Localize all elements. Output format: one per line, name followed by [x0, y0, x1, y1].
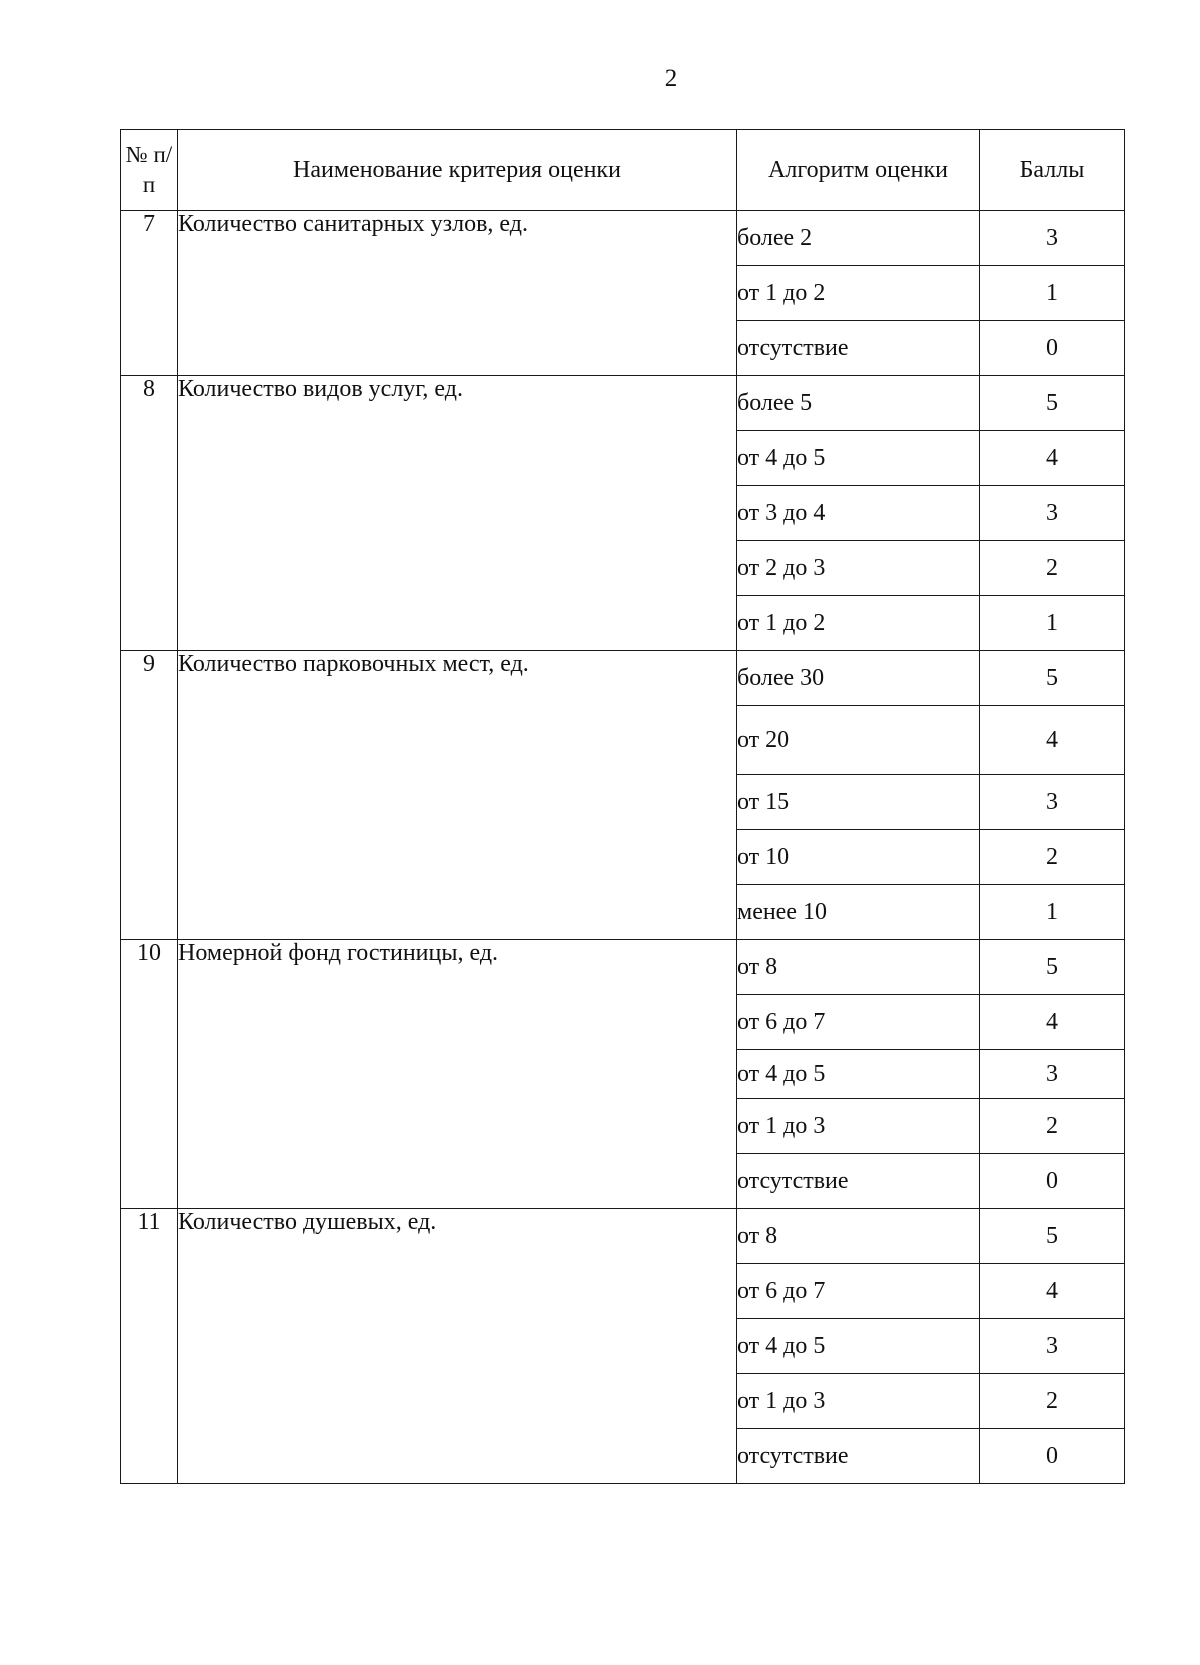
score-cell: 3 — [980, 1319, 1125, 1374]
score-cell: 2 — [980, 541, 1125, 596]
algorithm-cell: от 3 до 4 — [737, 486, 980, 541]
algorithm-cell: отсутствие — [737, 321, 980, 376]
criterion-name: Количество санитарных узлов, ед. — [178, 211, 737, 376]
score-cell: 2 — [980, 830, 1125, 885]
score-cell: 1 — [980, 885, 1125, 940]
criterion-name: Количество видов услуг, ед. — [178, 376, 737, 651]
score-cell: 1 — [980, 596, 1125, 651]
algorithm-cell: от 4 до 5 — [737, 1319, 980, 1374]
algorithm-cell: более 5 — [737, 376, 980, 431]
criterion-number: 7 — [121, 211, 178, 376]
header-score: Баллы — [980, 130, 1125, 211]
score-cell: 0 — [980, 1429, 1125, 1484]
table-row — [121, 376, 1125, 431]
algorithm-cell: от 8 — [737, 1209, 980, 1264]
criterion-number: 10 — [121, 940, 178, 1209]
score-cell: 4 — [980, 1264, 1125, 1319]
algorithm-cell: от 1 до 3 — [737, 1099, 980, 1154]
header-criterion-name: Наименование критерия оценки — [178, 130, 737, 211]
algorithm-cell: от 6 до 7 — [737, 995, 980, 1050]
algorithm-cell: от 1 до 3 — [737, 1374, 980, 1429]
header-algorithm: Алгоритм оценки — [737, 130, 980, 211]
criterion-number: 9 — [121, 651, 178, 940]
score-cell: 0 — [980, 1154, 1125, 1209]
score-cell: 3 — [980, 1050, 1125, 1099]
algorithm-cell: от 1 до 2 — [737, 266, 980, 321]
criterion-number: 11 — [121, 1209, 178, 1484]
algorithm-cell: более 30 — [737, 651, 980, 706]
score-cell: 5 — [980, 651, 1125, 706]
algorithm-cell: от 2 до 3 — [737, 541, 980, 596]
criterion-number: 8 — [121, 376, 178, 651]
score-cell: 4 — [980, 431, 1125, 486]
algorithm-cell: от 1 до 2 — [737, 596, 980, 651]
score-cell: 3 — [980, 211, 1125, 266]
criterion-name: Количество душевых, ед. — [178, 1209, 737, 1484]
score-cell: 4 — [980, 706, 1125, 775]
algorithm-cell: от 20 — [737, 706, 980, 775]
score-cell: 0 — [980, 321, 1125, 376]
score-cell: 5 — [980, 1209, 1125, 1264]
score-cell: 4 — [980, 995, 1125, 1050]
algorithm-cell: менее 10 — [737, 885, 980, 940]
page-number: 2 — [664, 65, 678, 92]
table-row — [121, 211, 1125, 266]
score-cell: 3 — [980, 486, 1125, 541]
score-cell: 5 — [980, 376, 1125, 431]
table-row — [121, 1209, 1125, 1264]
algorithm-cell: от 15 — [737, 775, 980, 830]
criterion-name: Номерной фонд гостиницы, ед. — [178, 940, 737, 1209]
algorithm-cell: от 8 — [737, 940, 980, 995]
algorithm-cell: от 4 до 5 — [737, 431, 980, 486]
header-num: № п/п — [121, 130, 178, 211]
score-cell: 2 — [980, 1099, 1125, 1154]
score-cell: 3 — [980, 775, 1125, 830]
algorithm-cell: отсутствие — [737, 1154, 980, 1209]
score-cell: 2 — [980, 1374, 1125, 1429]
algorithm-cell: более 2 — [737, 211, 980, 266]
table-row — [121, 651, 1125, 706]
algorithm-cell: от 4 до 5 — [737, 1050, 980, 1099]
score-cell: 1 — [980, 266, 1125, 321]
table-row — [121, 940, 1125, 995]
header-row — [121, 130, 1125, 211]
algorithm-cell: от 6 до 7 — [737, 1264, 980, 1319]
score-cell: 5 — [980, 940, 1125, 995]
criteria-table — [120, 129, 1125, 1484]
algorithm-cell: от 10 — [737, 830, 980, 885]
criterion-name: Количество парковочных мест, ед. — [178, 651, 737, 940]
algorithm-cell: отсутствие — [737, 1429, 980, 1484]
